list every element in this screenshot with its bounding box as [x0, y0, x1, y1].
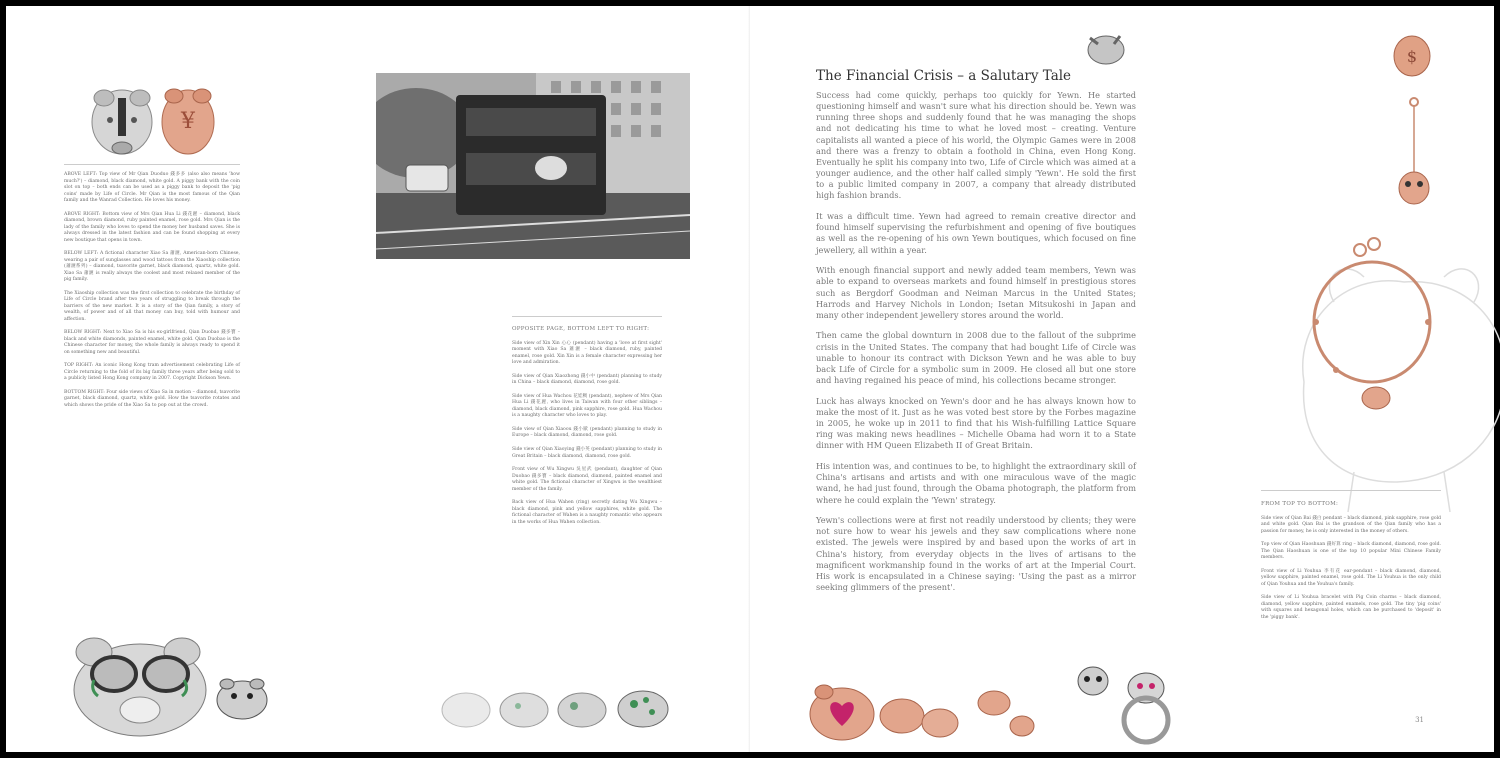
tram-photo-image [376, 73, 690, 259]
caption-item: Side view of Qian Xiaoying 錢小英 (pendant) planning to study in Great Britain – black diamond, diamond, rose gold. [512, 446, 662, 459]
caption-column-right [1261, 501, 1441, 629]
caption-item: Side view of Qian Bai 錢白 pendant – black diamond, pink sapphire, rose gold and white gold. Qian Bai is the grandson of the Qian family who has a passion for money, he is only interested in the money of others. [1261, 515, 1441, 534]
article-paragraph: Luck has always knocked on Yewn's door and he has always known how to make the most of it. Just as he was voted best store by the Forbes magazine in 2005, he woke up in 2011 to find that his Wish-fulfilling Lattice Square ring was making news headlines – Michelle Obama had worn it to a State dinner with HM Queen Elizabeth II of Great Britain. [816, 395, 1136, 451]
book-spread [6, 6, 1494, 752]
caption-heading: OPPOSITE PAGE, BOTTOM LEFT TO RIGHT: [512, 326, 650, 332]
caption-top-right: TOP RIGHT: An iconic Hong Kong tram advertisement celebrating Life of Circle returning to the fold of its big family three years after being sold to a publicly listed Hong Kong company in 2007. Copyright Dickson Yewn. [64, 363, 240, 382]
page-number: 31 [1415, 716, 1424, 724]
tram-photo [376, 73, 690, 259]
divider-line [512, 316, 662, 317]
caption-item: Top view of Qian Haoshuan 錢好算 ring – black diamond, diamond, rose gold. The Qian Haoshuan is one of the top 10 popular Mini Chinese Family members. [1261, 542, 1441, 561]
caption-column-middle [512, 326, 662, 533]
caption-below-left: BELOW LEFT: A fictional character Xiao Sa 蕭灑, American-born Chinese, wearing a pair of sunglasses and wood tattoos from the Xiaoship collection (蕭灑系列) – diamond, tsavorite garnet, black diamond, quartz, white gold. Xiao Sa 蕭灑 is really always the coolest and most relaxed member of the pig family. [64, 251, 240, 283]
bracelet-pig-coin-charms-icon [1296, 222, 1446, 412]
caption-item: Side view of Hua Wachou 花娃稠 (pendant), nephew of Mrs Qian Hua Li 錢花麗, who lives in Taiwan with four other siblings – diamond, black diamond, pink sapphire, rose gold. Hua Wachou is a naughty character who loves to play. [512, 393, 662, 419]
caption-column-left [64, 172, 240, 416]
divider-line [1261, 490, 1441, 491]
pig-qian-xiaozhong-icon [878, 696, 926, 736]
pig-motion-4-icon [616, 688, 670, 730]
caption-xiaoship-note: The Xiaoship collection was the first collection to celebrate the birthday of Life of Circle brand after two years of struggling to break through the barriers of the new market. It is a story of the Qian family, a story of wealth, of power and of all that money can buy, told with humour and affection. [64, 290, 240, 322]
divider-line [64, 164, 240, 165]
caption-item: Back view of Hua Wahen (ring) secretly dating Wu Xingwu – black diamond, pink and yellow sapphires, white gold. The fictional character of Wahen is a naughty romantic who appears in the works of Hua Wahen collection. [512, 500, 662, 525]
caption-heading: FROM TOP TO BOTTOM: [1261, 501, 1339, 507]
caption-below-right: BELOW RIGHT: Next to Xiao Sa is his ex-girlfriend, Qian Duobao 錢多寶 – black and white diamonds, painted enamel, white gold. Qian Duobao is the Chinese character for money, the whole family is always ready to spend it on something new and beautiful. [64, 330, 240, 355]
pig-earring-icon [1396, 96, 1432, 208]
svg-text:¥: ¥ [181, 109, 195, 134]
pig-motion-3-icon [556, 690, 608, 730]
caption-item: Front view of Li Youhua 李有花 ear-pendant – black diamond, diamond, yellow sapphire, painted enamel, rose gold. The Li Youhua is the only child of Qian Youhua and the Youhua's family. [1261, 568, 1441, 587]
caption-above-left: ABOVE LEFT: Top view of Mr Qian Duoduo 錢多多 (also also means 'how much?') – diamond, black diamond, white gold. A piggy bank with the coin slot on top – both ends can be used as a piggy bank to deposit the 'pig coins' made by Life of Circle. Mr Qian is the most famous of the Qian family and the Wanrad Collection. He loves his money. [64, 172, 240, 204]
pig-ring-rose-gold-icon [1386, 32, 1438, 84]
caption-item: Side view of Xin Xin 心心 (pendant) having a 'love at first sight' moment with Xiao Sa 蕭灑 – black diamond, ruby, painted enamel, rose gold. Xin Xin is a female character expressing her love and admiration. [512, 340, 662, 366]
pig-qian-xiaoou-icon [976, 688, 1012, 718]
pig-xin-xin-rose-gold-icon [806, 682, 878, 744]
pig-xiao-sa-sunglasses-icon [64, 624, 214, 742]
caption-item: Side view of Qian Xiaoou 錢小歐 (pendant) planning to study in Europe – black diamond, diamond, rose gold. [512, 426, 662, 439]
article-paragraph: Success had come quickly, perhaps too quickly for Yewn. He started questioning himself and wasn't sure what his direction should be. Yewn was running three shops and suddenly found that he was managing the shops and not dedicating his time to what he loved most – creating. Venture capitalists all wanted a piece of his world, the Olympic Games were in 2008 and there was a frenzy to obtain a foothold in China, even Hong Kong. Eventually he split his company into two, Life of Circle which was aimed at a younger audience, and the other half called simply 'Yewn'. He sold the first to a public limited company in 2007, a company that already distributed high fashion brands. [816, 90, 1136, 201]
pig-silver-flying-icon [1082, 28, 1128, 68]
left-page [6, 6, 750, 752]
caption-bottom-right: BOTTOM RIGHT: Four side views of Xiao Sa in motion – diamond, tsavorite garnet, black diamond, quartz, white gold. How the tsavorite rotates and which shows the pride of the Xiao Sa to pop out at the crowd. [64, 389, 240, 408]
pig-qian-duobao-icon [214, 674, 270, 722]
caption-item: Side view of Li Youhua bracelet with Pig Coin charms – black diamond, diamond, yellow sapphire, painted enamels, rose gold. The tiny 'pig coins' with squares and hexagonal holes, which can be purchased to 'deposit' in the 'piggy bank'. [1261, 595, 1441, 620]
caption-item: Front view of Wu Xingwu 吳星武 (pendant), daughter of Qian Duobao 錢多寶 – black diamond, diamond, painted enamel and white gold. The fictional character of Xingwu is the wealthiest member of the family. [512, 467, 662, 492]
svg-text:$: $ [1406, 47, 1418, 66]
caption-above-right: ABOVE RIGHT: Bottom view of Mrs Qian Hua Li 錢花麗 – diamond, black diamond, brown diamond, ruby painted enamel, rose gold. Mrs Qian is the lady of the family who loves to spend the money her husband saves. She is always dressed in the latest fashion and can be found shopping at every new boutique that opens in town. [64, 211, 240, 243]
article-paragraph: His intention was, and continues to be, to highlight the extraordinary skill of China's artisans and artists and with one miraculous wave of the magic wand, he had just found, through the Obama photograph, the platform from where he could explain the 'Yewn' strategy. [816, 461, 1136, 505]
pig-silver-top-view-icon [84, 80, 160, 160]
article-paragraph: It was a difficult time. Yewn had agreed to remain creative director and found himself supervising the refurbishment and opening of five boutiques as well as the re-opening of his own Yewn boutiques, which focused on fine jewellery, all within a year. [816, 211, 1136, 255]
pig-hua-wachou-icon [920, 706, 960, 740]
article-paragraph: Yewn's collections were at first not readily understood by clients; they were not sure how to wear his jewels and they saw complications where none existed. The jewels were inspired by and based upon the works of art in China's history, from everyday objects in the lives of artisans to the magnificent workmanship found in the works of art at the Imperial Court. His work is encapsulated in a Chinese saying: 'Using the past as a mirror seeking glimmers of the present'. [816, 515, 1136, 593]
article-paragraph: With enough financial support and newly added team members, Yewn was able to expand to overseas markets and found himself in prestigious stores such as Bergdorf Goodman and Neiman Marcus in the United States; Harrods and Harvey Nichols in London; Isetan Mitsukoshi in Japan and many other independent jewellery stores around the world. [816, 265, 1136, 320]
article [816, 68, 1136, 603]
pig-motion-1-icon [440, 690, 492, 730]
pig-wu-xingwu-icon [1076, 664, 1110, 698]
pig-motion-2-icon [498, 690, 550, 730]
pig-rose-gold-bottom-view-icon [158, 80, 218, 160]
pig-hua-wahen-ring-icon [1116, 668, 1176, 748]
article-paragraph: Then came the global downturn in 2008 due to the fallout of the subprime crisis in the United States. The company that had bought Life of Circle was unable to honour its contract with Dickson Yewn and he was able to buy back Life of Circle for a symbolic sum in 2009. He closed all but one store and having regained his peace of mind, his collections became stronger. [816, 330, 1136, 386]
article-title: The Financial Crisis – a Salutary Tale [816, 68, 1072, 84]
pig-qian-xiaoying-icon [1008, 714, 1036, 738]
caption-item: Side view of Qian Xiaozhong 錢小中 (pendant) planning to study in China – black diamond, diamond, rose gold. [512, 373, 662, 386]
